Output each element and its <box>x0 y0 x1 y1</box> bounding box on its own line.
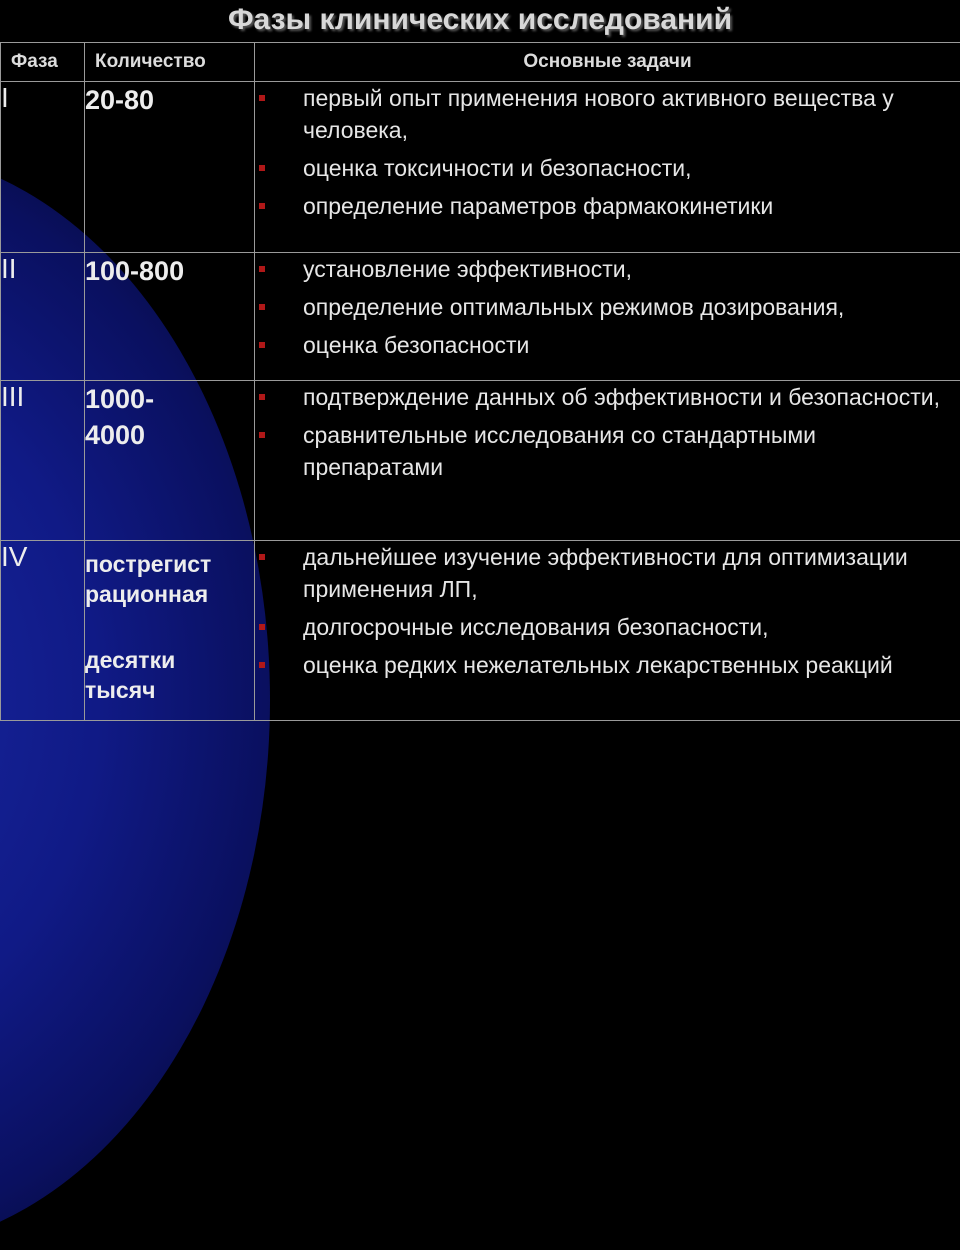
bullet-icon <box>259 554 265 560</box>
task-item: долгосрочные исследования безопасности, <box>255 611 960 643</box>
phase-label: II <box>1 253 85 381</box>
tasks-cell <box>255 381 960 541</box>
task-list <box>255 541 960 681</box>
participant-count <box>85 381 255 541</box>
bullet-icon <box>259 394 265 400</box>
bullet-icon <box>259 342 265 348</box>
participant-count: 20-80 <box>85 82 255 253</box>
table-row <box>1 541 960 721</box>
header-row <box>1 43 960 82</box>
bullet-icon <box>259 662 265 668</box>
participant-count-line: рационная <box>85 579 254 609</box>
phase-label: IV <box>1 541 85 721</box>
task-item: первый опыт применения нового активного вещества у человека, <box>255 82 960 146</box>
bullet-icon <box>259 165 265 171</box>
bullet-icon <box>259 432 265 438</box>
tasks-cell <box>255 541 960 721</box>
task-item: оценка безопасности <box>255 329 960 361</box>
phases-table <box>0 42 960 721</box>
phase-label: I <box>1 82 85 253</box>
table-row <box>1 381 960 541</box>
header-tasks: Основные задачи <box>255 43 960 82</box>
slide-title: Фазы клинических исследований <box>0 0 960 42</box>
bullet-icon <box>259 304 265 310</box>
bullet-icon <box>259 624 265 630</box>
spacer <box>85 609 254 645</box>
task-item: оценка редких нежелательных лекарственных реакций <box>255 649 960 681</box>
participant-count-line: пострегист <box>85 549 254 579</box>
bullet-icon <box>259 266 265 272</box>
header-phase: Фаза <box>1 43 85 82</box>
header-count: Количество <box>85 43 255 82</box>
task-list <box>255 82 960 222</box>
bullet-icon <box>259 95 265 101</box>
participant-count-line: 1000- <box>85 381 254 417</box>
tasks-cell <box>255 253 960 381</box>
task-item: оценка токсичности и безопасности, <box>255 152 960 184</box>
task-item: сравнительные исследования со стандартными препаратами <box>255 419 960 483</box>
task-item: определение оптимальных режимов дозирования, <box>255 291 960 323</box>
table-row <box>1 82 960 253</box>
phase-label: III <box>1 381 85 541</box>
participant-count <box>85 541 255 721</box>
participant-count-line: тысяч <box>85 675 254 705</box>
task-item: подтверждение данных об эффективности и безопасности, <box>255 381 960 413</box>
participant-count-line: 4000 <box>85 417 254 453</box>
task-item: установление эффективности, <box>255 253 960 285</box>
bullet-icon <box>259 203 265 209</box>
task-list <box>255 381 960 483</box>
task-item: определение параметров фармакокинетики <box>255 190 960 222</box>
tasks-cell <box>255 82 960 253</box>
table-row <box>1 253 960 381</box>
participant-count: 100-800 <box>85 253 255 381</box>
task-item: дальнейшее изучение эффективности для оптимизации применения ЛП, <box>255 541 960 605</box>
task-list <box>255 253 960 361</box>
participant-count-line: десятки <box>85 645 254 675</box>
